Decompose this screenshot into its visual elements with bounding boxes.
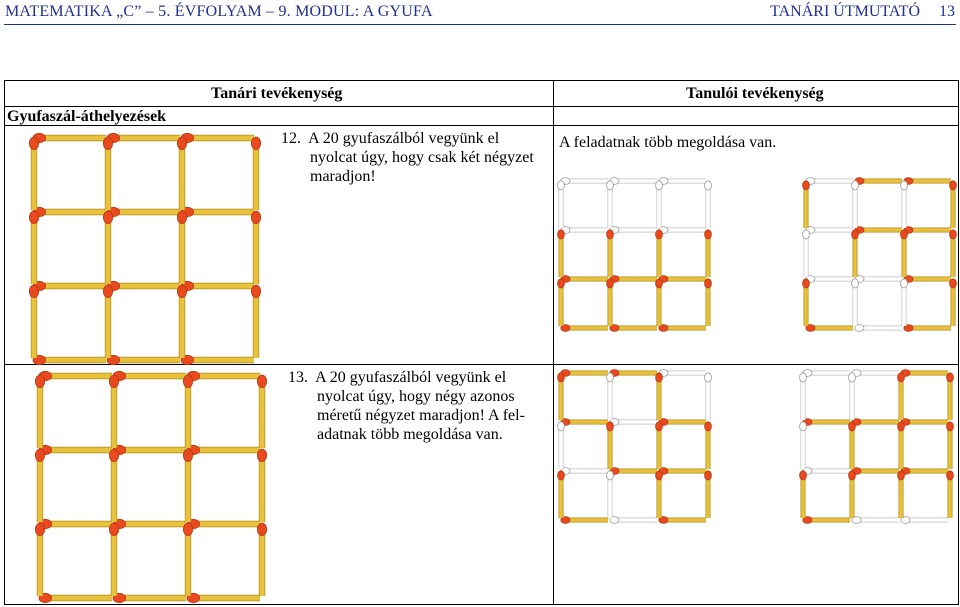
task-12-line-2: nyolcat úgy, hogy csak két négyzet xyxy=(310,149,534,166)
sol-13a-match xyxy=(656,422,663,469)
sol-12b-match xyxy=(855,325,902,332)
sol-13b-match xyxy=(898,471,905,518)
big-grid-13-match xyxy=(183,523,192,596)
big-grid-13-match xyxy=(187,593,260,602)
sol-12a-match xyxy=(656,230,663,277)
sol-13b-match xyxy=(803,419,850,426)
sol-12a-match xyxy=(561,178,608,185)
big-grid-13-match xyxy=(39,445,112,454)
sol-13a-match xyxy=(656,373,663,420)
sol-12a-match xyxy=(656,181,663,228)
sol-13b-match xyxy=(849,373,856,420)
big-grid-13-match xyxy=(113,445,186,454)
task-12-line-3: maradjon! xyxy=(310,168,376,185)
sol-13a-match xyxy=(659,370,706,377)
sol-13b-match xyxy=(803,517,850,524)
task-13-number: 13. xyxy=(288,369,308,386)
sol-12a-match xyxy=(561,276,608,283)
sol-12b-match xyxy=(855,227,902,234)
sol-12b-match xyxy=(904,227,951,234)
sol-12b-match xyxy=(950,230,957,277)
sol-12b-match xyxy=(806,227,853,234)
sol-13a-match xyxy=(558,373,565,420)
big-grid-12-match xyxy=(33,207,106,216)
big-grid-12-match xyxy=(177,285,186,358)
sol-12a-match xyxy=(558,279,565,326)
big-grid-12-match xyxy=(33,281,106,290)
big-grid-12-match xyxy=(29,285,38,358)
sol-12a-match xyxy=(610,178,657,185)
sol-13b-match xyxy=(898,373,905,420)
sol-12b-match xyxy=(855,178,902,185)
big-grid-12-match xyxy=(29,137,38,210)
big-grid-13-match xyxy=(257,449,266,522)
sol-12b-match xyxy=(806,178,853,185)
sol-12a-match xyxy=(659,325,706,332)
sol-12b-match xyxy=(852,181,859,228)
task-12-line-1: A 20 gyufaszálból vegyünk el xyxy=(308,130,500,147)
header-section: TANÁRI ÚTMUTATÓ xyxy=(770,3,920,20)
big-grid-12-match xyxy=(107,281,180,290)
sol-12b-match xyxy=(852,279,859,326)
sol-12b-match xyxy=(904,178,951,185)
big-grid-13-match xyxy=(35,375,44,448)
big-grid-13-match xyxy=(39,519,112,528)
sol-13a-match xyxy=(558,471,565,518)
task-13-line-1: A 20 gyufaszálból vegyünk el xyxy=(315,369,507,386)
sol-13a-match xyxy=(607,373,614,420)
sol-13b-match xyxy=(852,517,899,524)
big-grid-13-match xyxy=(257,523,266,596)
sol-13a-match xyxy=(561,370,608,377)
sol-13a-match xyxy=(659,517,706,524)
sol-13b-match xyxy=(849,422,856,469)
sol-12a-match xyxy=(610,325,657,332)
sol-12b-match xyxy=(803,230,810,277)
big-grid-12-match xyxy=(103,137,112,210)
big-grid-12-match xyxy=(107,355,180,364)
sol-12a-match xyxy=(659,178,706,185)
sol-13a-match xyxy=(561,419,608,426)
sol-13b-match xyxy=(901,419,948,426)
sol-13b-match xyxy=(800,422,807,469)
big-grid-12-match xyxy=(181,133,254,142)
sol-13b-match xyxy=(800,373,807,420)
task-13-line-3: méretű négyzet maradjon! A fel- xyxy=(317,407,525,424)
sol-13a-match xyxy=(607,422,614,469)
big-grid-13-match xyxy=(183,375,192,448)
sol-12a-match xyxy=(558,230,565,277)
sol-13a-match xyxy=(610,419,657,426)
task-13-line-4: adatnak több megoldása van. xyxy=(317,426,503,443)
sol-12a-match xyxy=(607,230,614,277)
big-grid-12-match xyxy=(33,133,106,142)
sol-12a-match xyxy=(659,227,706,234)
sol-13b-match xyxy=(947,373,954,420)
big-grid-13-match xyxy=(187,445,260,454)
sol-12b-match xyxy=(950,279,957,326)
sol-13b-match xyxy=(849,471,856,518)
sol-13a-match xyxy=(659,419,706,426)
big-grid-12-match xyxy=(107,133,180,142)
sol-13b-match xyxy=(901,517,948,524)
big-grid-13-match xyxy=(187,371,260,380)
big-grid-12-match xyxy=(251,211,260,284)
sol-13a-match xyxy=(610,370,657,377)
big-grid-13-match xyxy=(183,449,192,522)
task-12-number: 12. xyxy=(281,130,301,147)
category-label: Gyufaszál-áthelyezések xyxy=(7,108,167,125)
sol-13a-match xyxy=(705,471,712,518)
big-grid-13-match xyxy=(257,375,266,448)
big-grid-13-match xyxy=(187,519,260,528)
sol-12b-match xyxy=(855,276,902,283)
sol-12a-match xyxy=(656,279,663,326)
big-grid-12-match xyxy=(103,211,112,284)
big-grid-13-match xyxy=(113,371,186,380)
sol-13b-match xyxy=(852,370,899,377)
big-grid-13-match xyxy=(39,371,112,380)
big-grid-13-match xyxy=(109,449,118,522)
sol-13b-match xyxy=(852,468,899,475)
sol-12b-match xyxy=(852,230,859,277)
sol-12a-match xyxy=(610,227,657,234)
big-grid-13-match xyxy=(109,523,118,596)
big-grid-12-match xyxy=(181,207,254,216)
sol-12a-match xyxy=(561,227,608,234)
sol-12a-match xyxy=(705,230,712,277)
sol-13a-match xyxy=(610,468,657,475)
sol-13b-match xyxy=(901,468,948,475)
sol-13b-match xyxy=(803,468,850,475)
sol-12a-match xyxy=(705,279,712,326)
big-grid-13-match xyxy=(113,593,186,602)
sol-13a-match xyxy=(705,422,712,469)
sol-12b-match xyxy=(901,230,908,277)
sol-12a-match xyxy=(607,181,614,228)
sol-13b-match xyxy=(947,422,954,469)
sol-12b-match xyxy=(901,181,908,228)
sol-13b-match xyxy=(898,422,905,469)
sol-12a-match xyxy=(558,181,565,228)
page-number: 13 xyxy=(939,3,955,20)
sol-12b-match xyxy=(901,279,908,326)
big-grid-12-match xyxy=(251,285,260,358)
sol-12b-match xyxy=(803,181,810,228)
big-grid-13-match xyxy=(39,593,112,602)
task-13-line-2: nyolcat úgy, hogy négy azonos xyxy=(317,388,515,405)
sol-12b-match xyxy=(806,276,853,283)
sol-12a-match xyxy=(705,181,712,228)
big-grid-12-match xyxy=(29,211,38,284)
sol-12a-match xyxy=(659,276,706,283)
student-heading: Tanulói tevékenység xyxy=(686,85,824,102)
sol-12a-match xyxy=(610,276,657,283)
task-12-answer: A feladatnak több megoldása van. xyxy=(559,134,777,151)
header-title: MATEMATIKA „C” – 5. ÉVFOLYAM – 9. MODUL: A GYUFA xyxy=(5,3,433,20)
sol-12b-match xyxy=(950,181,957,228)
teacher-heading: Tanári tevékenység xyxy=(211,85,343,102)
big-grid-13-match xyxy=(109,375,118,448)
sol-13a-match xyxy=(705,373,712,420)
big-grid-12-match xyxy=(251,137,260,210)
sol-12b-match xyxy=(904,325,951,332)
sol-13b-match xyxy=(803,370,850,377)
sol-13a-match xyxy=(659,468,706,475)
sol-12a-match xyxy=(607,279,614,326)
sol-13a-match xyxy=(561,468,608,475)
big-grid-13-match xyxy=(35,523,44,596)
sol-13a-match xyxy=(610,517,657,524)
sol-12b-match xyxy=(806,325,853,332)
sol-12b-match xyxy=(904,276,951,283)
big-grid-12-match xyxy=(33,355,106,364)
big-grid-12-match xyxy=(107,207,180,216)
big-grid-13-match xyxy=(113,519,186,528)
big-grid-12-match xyxy=(181,355,254,364)
sol-13a-match xyxy=(558,422,565,469)
sol-12a-match xyxy=(561,325,608,332)
big-grid-13-match xyxy=(35,449,44,522)
big-grid-12-match xyxy=(177,211,186,284)
sol-13b-match xyxy=(800,471,807,518)
sol-13b-match xyxy=(947,471,954,518)
big-grid-12-match xyxy=(181,281,254,290)
big-grid-12-match xyxy=(177,137,186,210)
sol-13a-match xyxy=(561,517,608,524)
big-grid-12-match xyxy=(103,285,112,358)
sol-12b-match xyxy=(803,279,810,326)
sol-13b-match xyxy=(901,370,948,377)
sol-13b-match xyxy=(852,419,899,426)
sol-13a-match xyxy=(607,471,614,518)
sol-13a-match xyxy=(656,471,663,518)
